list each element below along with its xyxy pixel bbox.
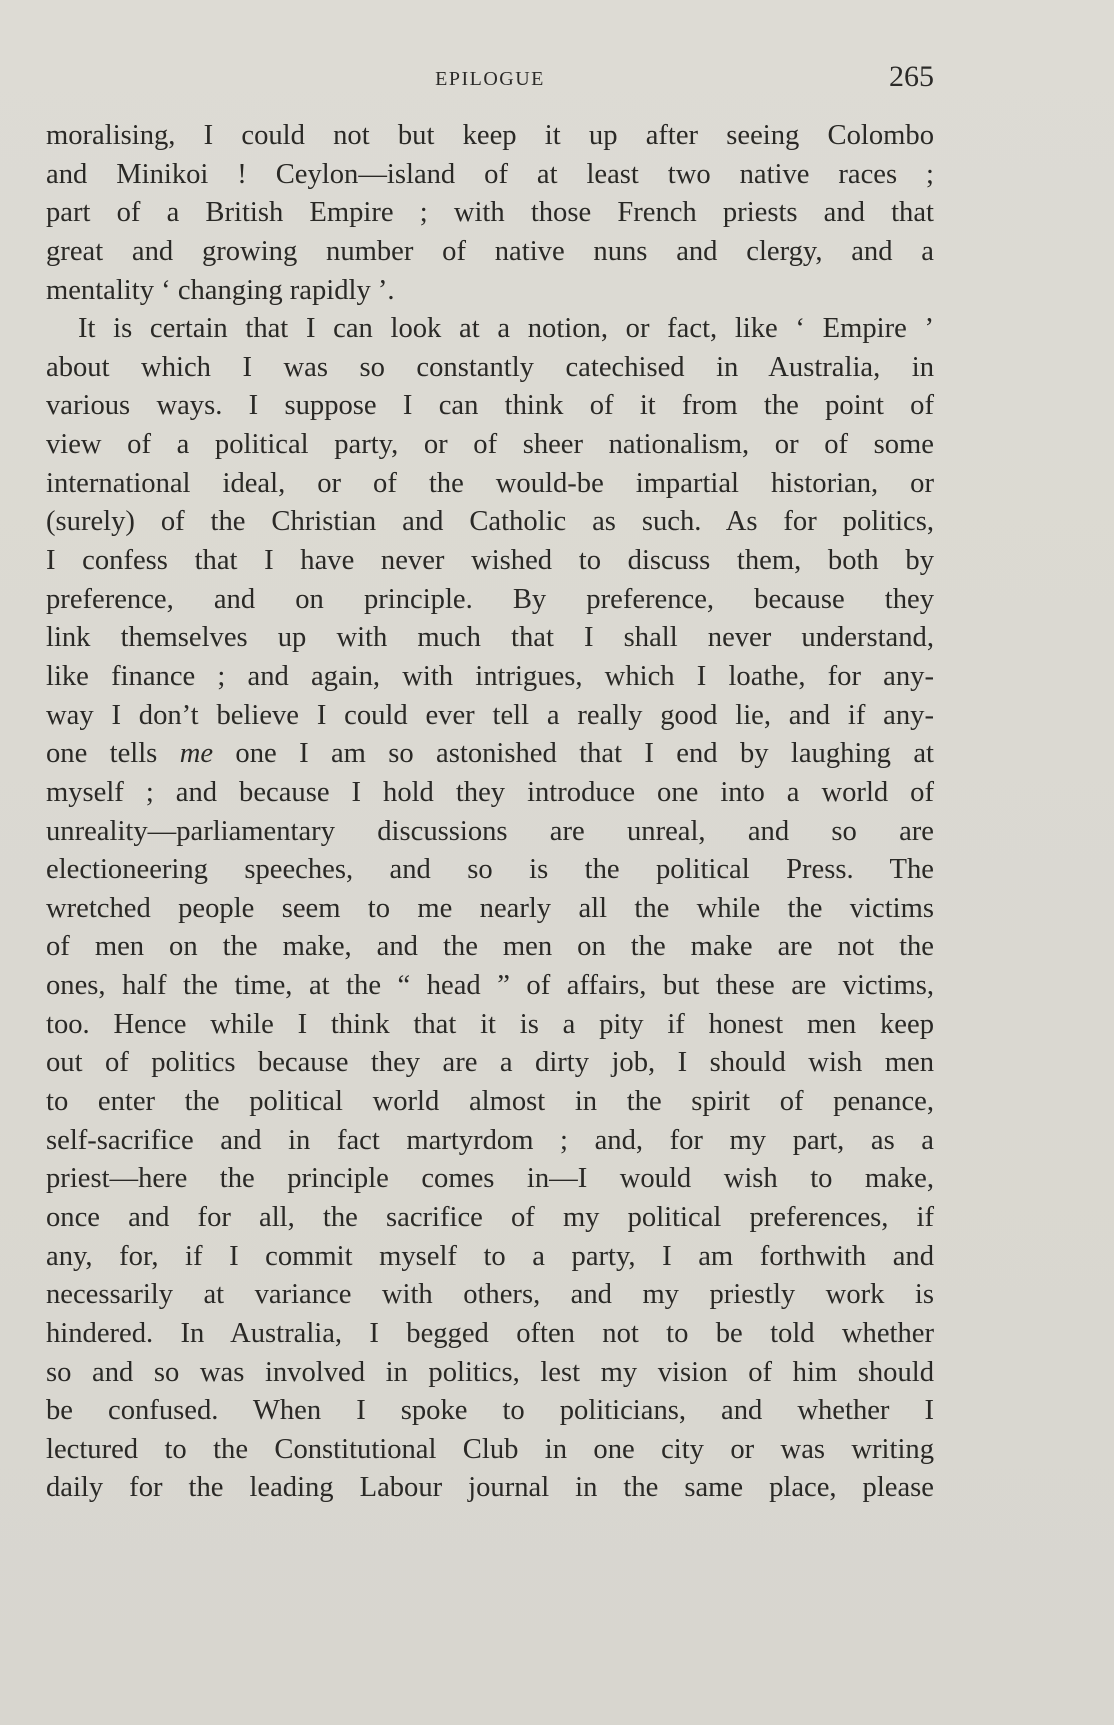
text-line: necessarily at variance with others, and my priestly work is [46,1279,934,1311]
text-line: out of politics because they are a dirty job, I should wish men [46,1047,934,1079]
text-line: wretched people seem to me nearly all the while the victims [46,892,934,924]
text-line: ones, half the time, at the “ head ” of affairs, but these are victims, [46,970,934,1002]
text-line: lectured to the Constitutional Club in one city or was writing [46,1433,934,1465]
text-line: great and growing number of native nuns and clergy, and a [46,235,934,267]
text-line: mentality ‘ changing rapidly ’. [46,274,395,306]
text-line: international ideal, or of the would-be impartial historian, or [46,467,934,499]
text-line: self-sacrifice and in fact martyrdom ; and, for my part, as a [46,1124,934,1156]
text-line: be confused. When I spoke to politicians, and whether I [46,1395,934,1427]
text-line: way I don’t believe I could ever tell a really good lie, and if any- [46,699,934,731]
text-line: moralising, I could not but keep it up after seeing Colombo [46,120,934,151]
text-line: daily for the leading Labour journal in the same place, please [46,1472,934,1504]
text-line: I confess that I have never wished to discuss them, both by [46,545,934,577]
running-head-title: EPILOGUE [435,68,545,90]
text-line: too. Hence while I think that it is a pity if honest men keep [46,1008,934,1040]
text-line: link themselves up with much that I shall never understand, [46,622,934,654]
text-line: once and for all, the sacrifice of my political preferences, if [46,1201,934,1233]
text-line: preference, and on principle. By preference, because they [46,583,934,615]
emphasis-word: me [179,738,214,770]
text-line-emphasis [46,735,934,774]
text-line: and Minikoi ! Ceylon—island of at least two native races ; [46,158,934,190]
text-line: about which I was so constantly catechised in Australia, in [46,351,934,383]
text-line: various ways. I suppose I can think of it from the point of [46,390,934,422]
text-line: It is certain that I can look at a notion, or fact, like ‘ Empire ’ [78,313,934,345]
text-line: (surely) of the Christian and Catholic as such. As for politics, [46,506,934,538]
text-line: view of a political party, or of sheer nationalism, or of some [46,429,934,461]
body-text [46,117,934,1508]
running-head [46,60,934,100]
text-line: any, for, if I commit myself to a party, I am forthwith and [46,1240,934,1272]
text-line: to enter the political world almost in the spirit of penance, [46,1086,934,1118]
text-line: electioneering speeches, and so is the political Press. The [46,854,934,886]
text-line: part of a British Empire ; with those French priests and that [46,197,934,229]
text-line: of men on the make, and the men on the make are not the [46,931,934,963]
text-line: unreality—parliamentary discussions are unreal, and so are [46,815,934,847]
text-line: priest—here the principle comes in—I would wish to make, [46,1163,934,1195]
text-line: like finance ; and again, with intrigues, which I loathe, for any- [46,660,934,692]
text-line: myself ; and because I hold they introduce one into a world of [46,776,934,808]
text-line: hindered. In Australia, I begged often not to be told whether [46,1317,934,1349]
page-number: 265 [889,60,934,93]
line-segment: one tells [46,738,158,770]
text-line: so and so was involved in politics, lest my vision of him should [46,1356,934,1388]
line-segment: one I am so astonished that I end by laughing at [235,738,934,770]
